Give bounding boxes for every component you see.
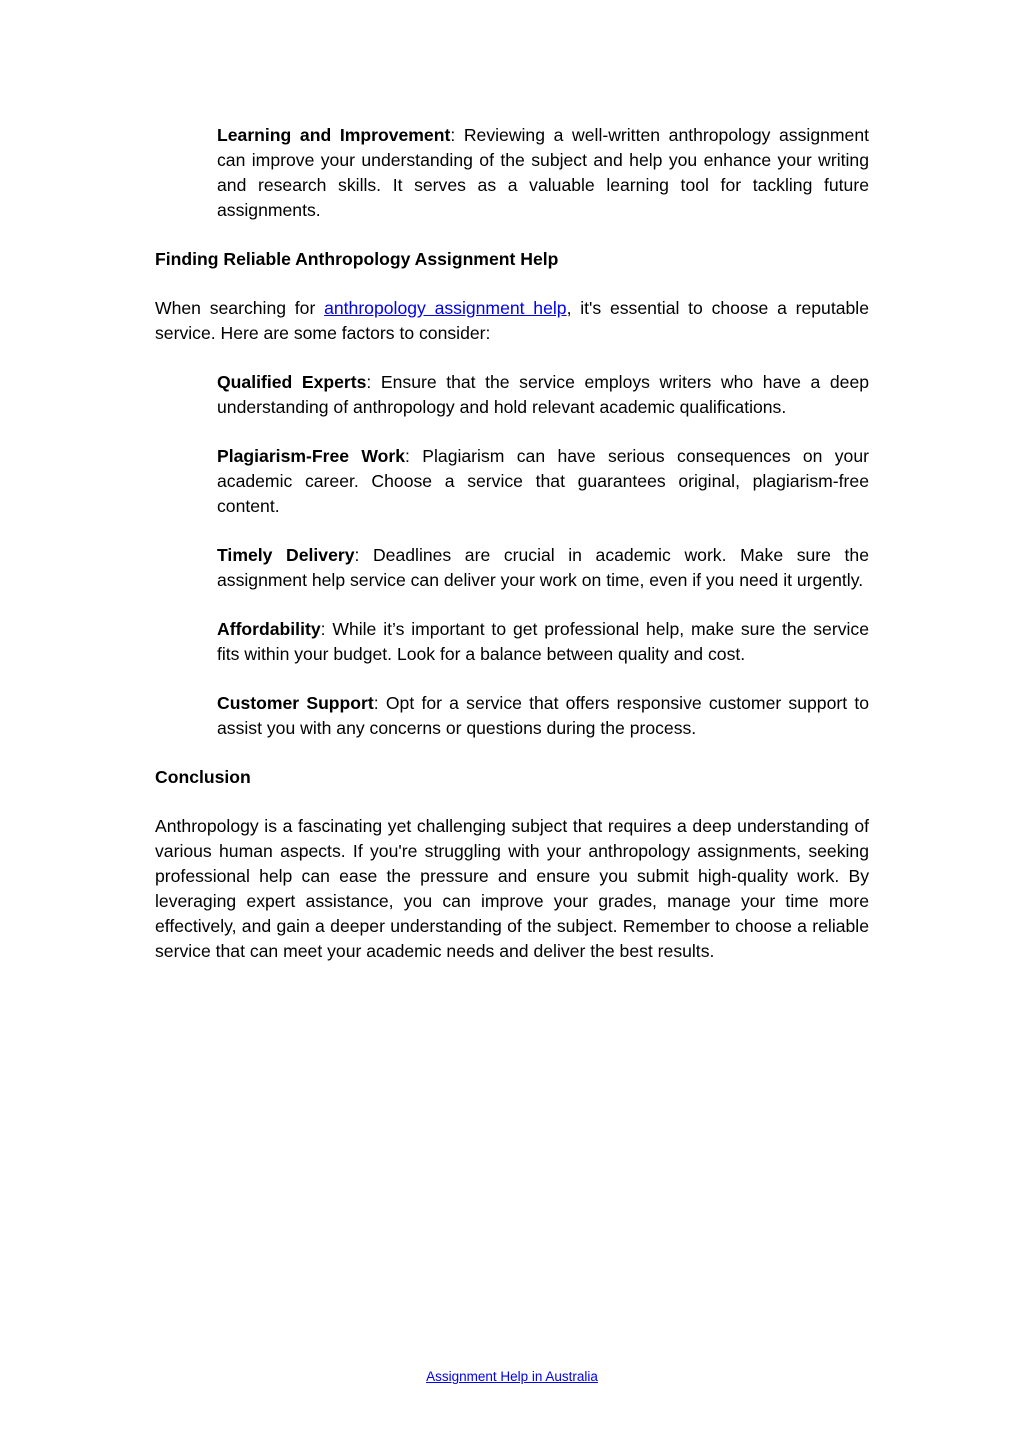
factor-separator: : [366,372,372,392]
factor-text: Ensure that the service employs writers who have a deep understanding of anthropology and hold relevant academic qualifications. [217,372,870,417]
intro-text-after: , it's essential to choose a reputable service. Here are some factors to consider: [155,298,869,343]
section-heading-conclusion: Conclusion [155,767,251,787]
conclusion-paragraph: Anthropology is a fascinating yet challenging subject that requires a deep understanding of various human aspects. If you're struggling with your anthropology assignments, seeking professional help can ease the pressure and ensure you submit high-quality work. By leveraging expert assistance, you can improve your grades, manage your time more effectively, and gain a deeper understanding of the subject. Remember to choose a reliable service that can meet your academic needs and deliver the best results. [155,816,869,961]
factor-text: Deadlines are crucial in academic work. Make sure the assignment help service can deliver your work on time, even if you need it urgently. [217,545,869,590]
intro-text-before: When searching for [155,298,325,318]
factor-customer-support [217,691,869,741]
factor-term: Plagiarism-Free Work [217,446,406,466]
factor-term: Timely Delivery [217,545,355,565]
factor-plagiarism-free-work [217,444,869,519]
factor-term: Affordability [217,619,321,639]
factor-text: Opt for a service that offers responsive customer support to assist you with any concerns or questions during the process. [217,693,869,738]
factor-affordability [217,617,869,667]
factor-text: While it’s important to get professional help, make sure the service fits within your budget. Look for a balance between quality and cost. [217,619,869,664]
section-intro-paragraph [155,296,869,346]
factor-separator: : [373,693,379,713]
point-term: Learning and Improvement [217,125,451,145]
footer-assignment-help-link[interactable]: Assignment Help in Australia [426,1369,598,1384]
point-learning-improvement [217,123,869,223]
factor-timely-delivery [217,543,869,593]
factor-text: Plagiarism can have serious consequences on your academic career. Choose a service that guarantees original, plagiarism-free content. [217,446,869,516]
point-text: Reviewing a well-written anthropology assignment can improve your understanding of the subject and help you enhance your writing and research skills. It serves as a valuable learning tool for tackling future assignments. [217,125,869,220]
factor-separator: : [405,446,410,466]
point-separator: : [450,125,456,145]
document-page [155,123,869,964]
page-footer [0,1368,1024,1386]
factor-term: Qualified Experts [217,372,367,392]
factor-separator: : [354,545,360,565]
anthropology-assignment-help-link[interactable]: anthropology assignment help [324,298,567,318]
section-heading-reliable: Finding Reliable Anthropology Assignment Help [155,249,559,269]
factor-term: Customer Support [217,693,374,713]
factor-separator: : [320,619,326,639]
factor-qualified-experts [217,370,869,420]
